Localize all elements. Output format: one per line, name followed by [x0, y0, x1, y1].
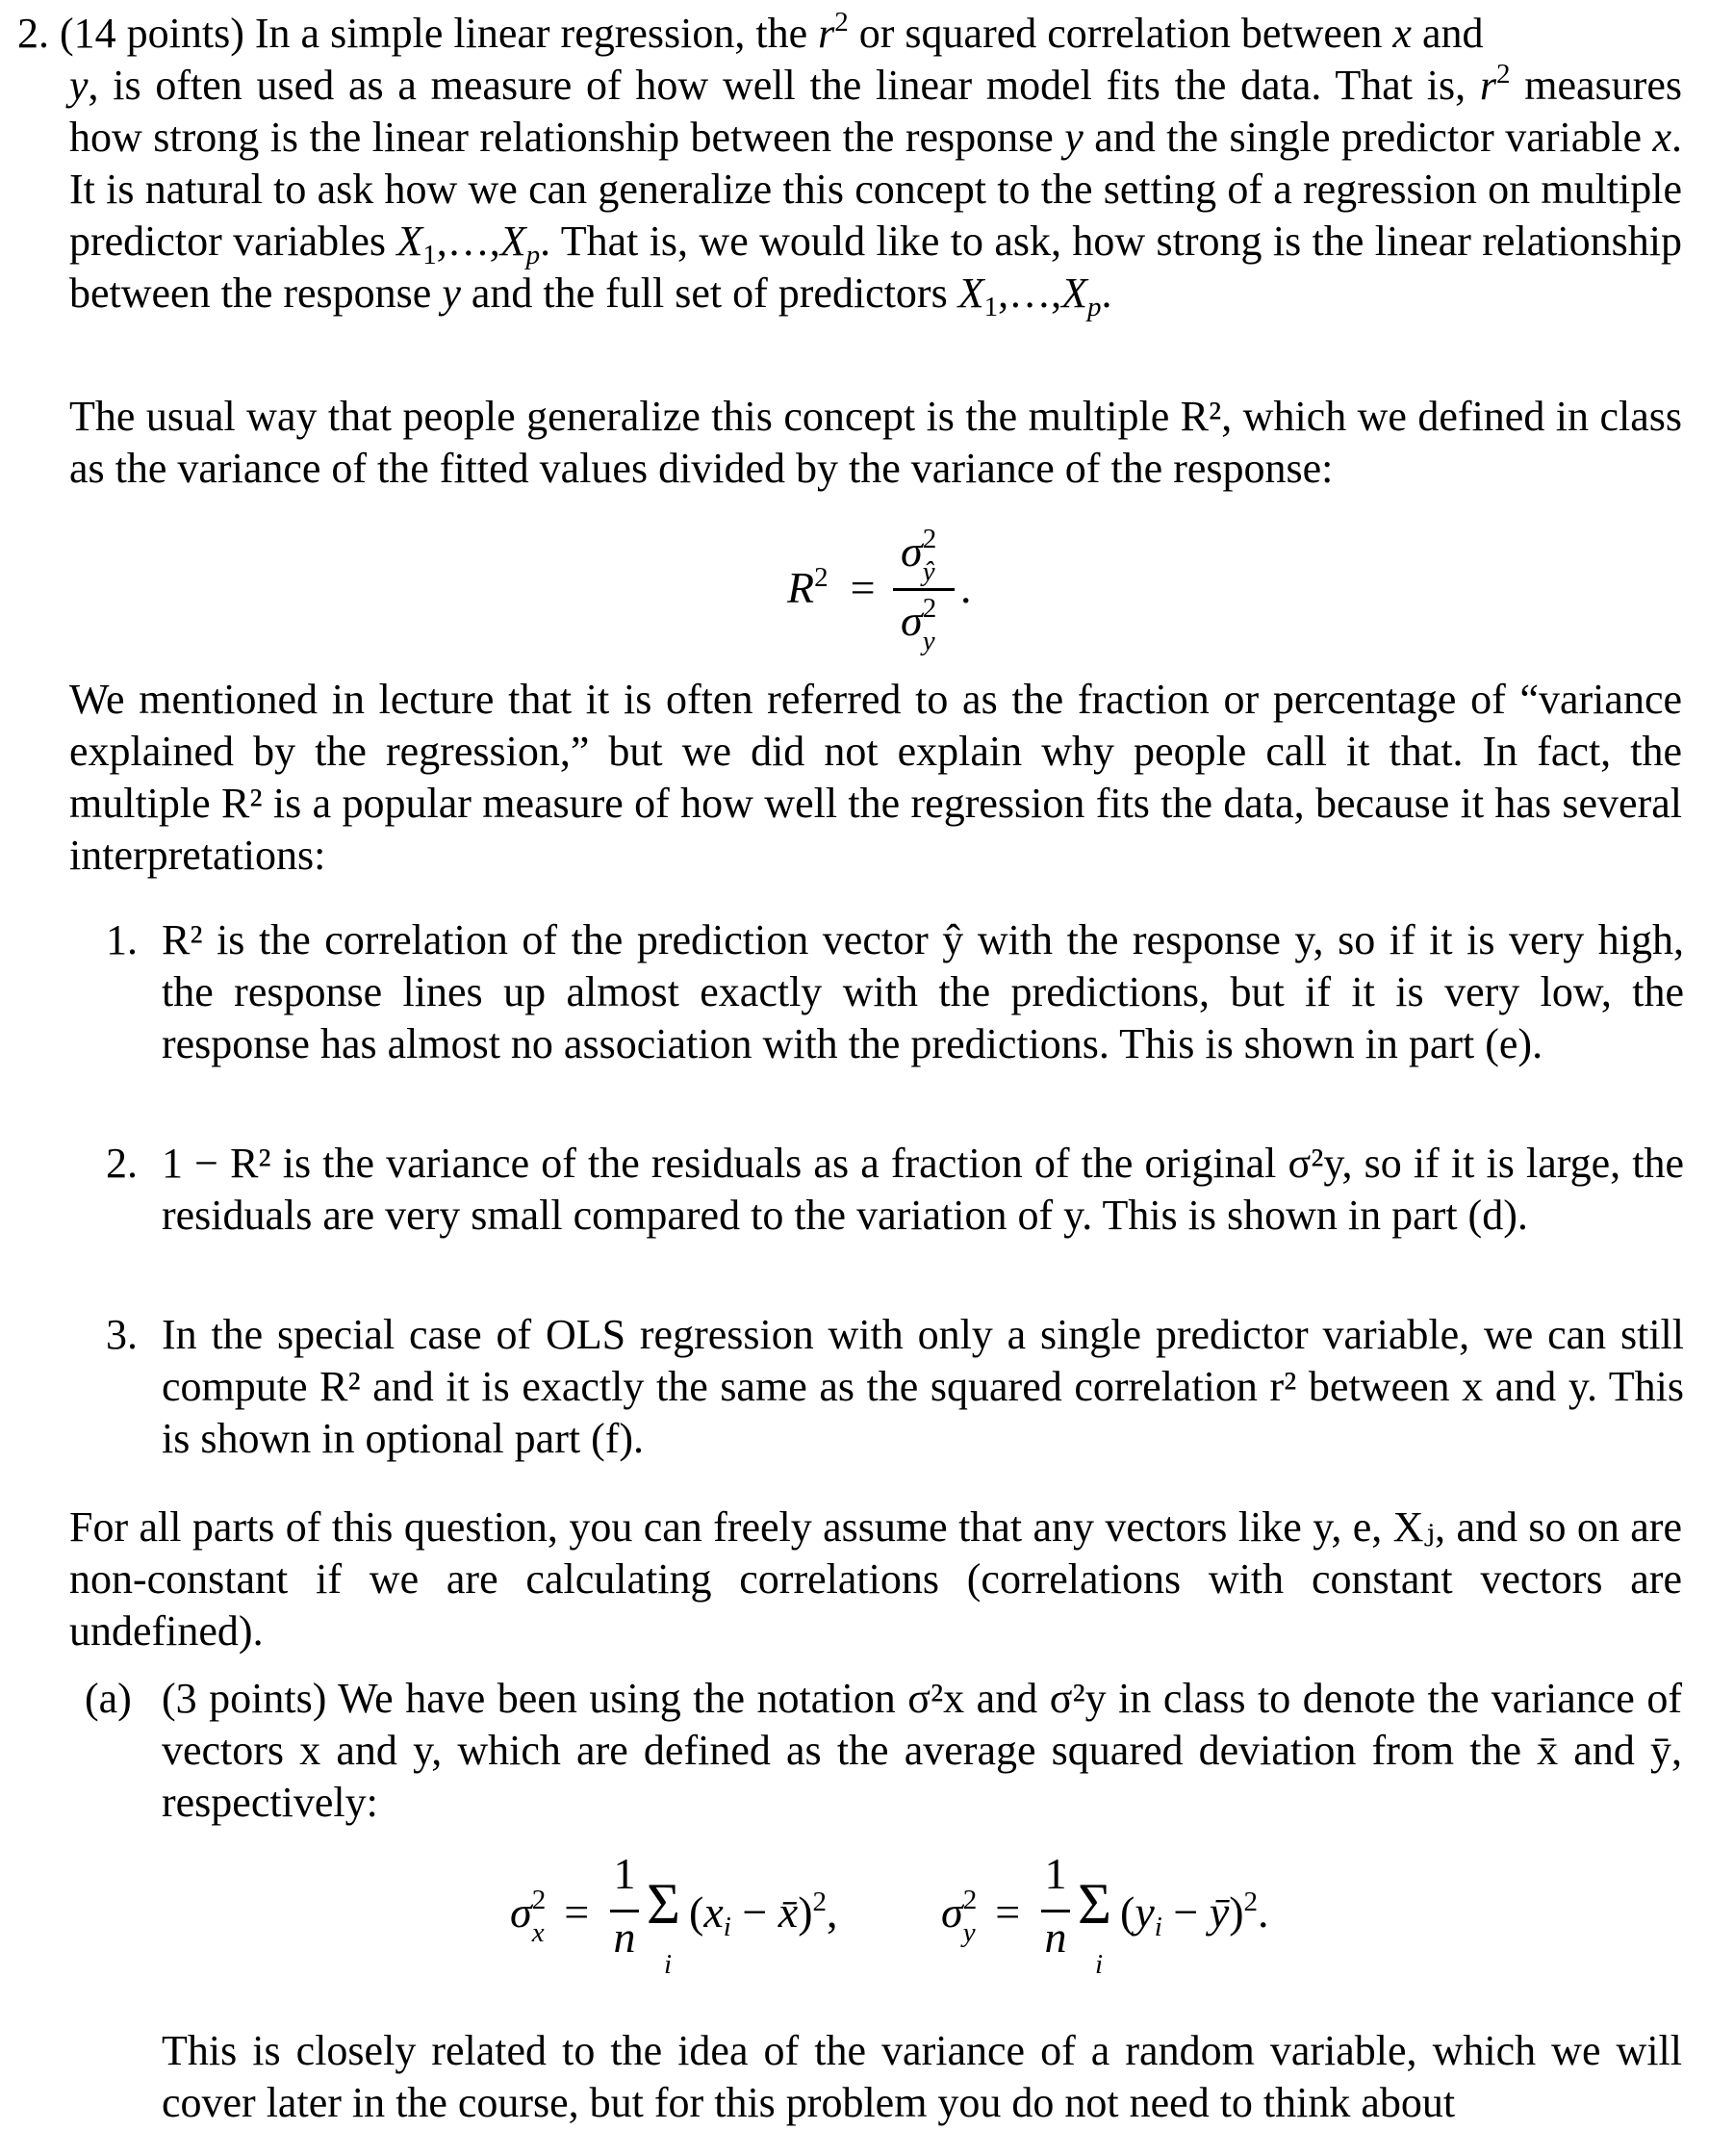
para4-text: For all parts of this question, you can freely assume that any vectors like y, e, Xⱼ, and so on are non-constant if we are calculating correlations (correlations with constant vectors are undefined). — [69, 1503, 1682, 1655]
variance-formulas — [510, 1848, 1376, 1983]
interpretation-item — [106, 1138, 1684, 1242]
summation-index: i — [1095, 1949, 1104, 1980]
interpretation-number: 2. — [106, 1140, 138, 1187]
multiple-r2-paragraph — [69, 391, 1682, 495]
part-a-label: (a) — [85, 1675, 132, 1722]
part-a-points: (3 points) — [162, 1675, 327, 1722]
r2-period: . — [960, 563, 972, 612]
interpretation-item — [106, 1309, 1684, 1465]
one-over-n-denominator: n — [613, 1912, 636, 1962]
summation-sign: Σ — [1078, 1872, 1111, 1936]
interpretation-text: 1 − R² is the variance of the residuals as a fraction of the original σ²y, so if it is large, the residuals are very small compared to the variation of y. This is shown in part (d). — [162, 1140, 1684, 1239]
sigma-y-lhs: σ 2 y = — [941, 1885, 1021, 1948]
assumption-paragraph — [69, 1502, 1682, 1657]
sigma-y-rhs: ($y_i$ − ȳ)$^2$. — [1120, 1886, 1269, 1942]
question-intro — [17, 8, 1682, 320]
interpretation-item — [106, 914, 1684, 1070]
interpretation-text: In the special case of OLS regression with only a single predictor variable, we can still compute R² and it is exactly the same as the squared correlation r² between x and y. This is shown in optional part (f). — [162, 1311, 1684, 1462]
para3-text: We mentioned in lecture that it is often referred to as the fraction or percentage of “variance explained by the regression,” but we did not explain why people call it that. In fact, the multiple R² is a popular measure of how well the regression fits the data, because it has several interpretations: — [69, 676, 1682, 879]
summation-index: i — [664, 1949, 673, 1980]
r2-numerator: σ 2 ŷ — [901, 524, 937, 587]
continuation-text: This is closely related to the idea of the variance of a random variable, which we will cover later in the course, but for this problem you do not need to think about — [162, 2027, 1682, 2126]
one-over-n-denominator: n — [1044, 1912, 1067, 1962]
r2-fraction-bar — [893, 588, 955, 591]
para2-text: The usual way that people generalize this concept is the multiple R², which we defined in class as the variance of the fitted values divided by the variance of the response: — [69, 393, 1682, 492]
interpretation-number: 1. — [106, 916, 138, 963]
intro-paragraph — [17, 8, 1682, 60]
sigma-x-lhs: σ 2 x = — [510, 1885, 590, 1948]
part-a-text — [162, 1673, 1682, 1829]
question-points: (14 points) — [60, 10, 244, 57]
question-number: 2. — [17, 10, 49, 57]
intro-body: y, is often used as a measure of how well the linear model fits the data. That is, $r^2$ measures how strong is the linear relationship between the response y and the single predictor variable x. It is natural to ask how we can generalize this concept to the setting of a regression on multiple predictor variables $X_1,\dots,X_p$. That is, we would like to ask, how strong is the linear relationship between the response y and the full set of predictors $X_1,\dots,X_p$. — [69, 59, 1682, 322]
part-a-description: We have been using the notation σ²x and σ²y in class to denote the variance of vectors x and y, which are defined as the average squared deviation from the x̄ and ȳ, respectively: — [162, 1675, 1682, 1826]
summation-sign: Σ — [647, 1872, 680, 1936]
r2-denominator: σ 2 y — [901, 593, 937, 656]
part-a — [85, 1673, 1682, 1829]
one-over-n-numerator: 1 — [613, 1849, 636, 1898]
r2-formula — [787, 520, 1018, 654]
interpretation-number: 3. — [106, 1311, 138, 1358]
interpretation-text: R² is the correlation of the prediction vector ŷ with the response y, so if it is very high, the response lines up almost exactly with the predictions, but if it is very low, the response has almost no association with the predictions. This is shown in part (e). — [162, 916, 1684, 1067]
r2-lhs: $R^2$ = — [787, 562, 876, 612]
sigma-x-rhs: ($x_i$ − x̄)$^2$, — [689, 1886, 838, 1942]
part-a-continuation — [162, 2025, 1682, 2129]
interpretations-intro — [69, 674, 1682, 882]
one-over-n-numerator: 1 — [1044, 1849, 1067, 1898]
intro-rendered: In a simple linear regression, the $r^2$ or squared correlation between x and — [254, 7, 1484, 57]
